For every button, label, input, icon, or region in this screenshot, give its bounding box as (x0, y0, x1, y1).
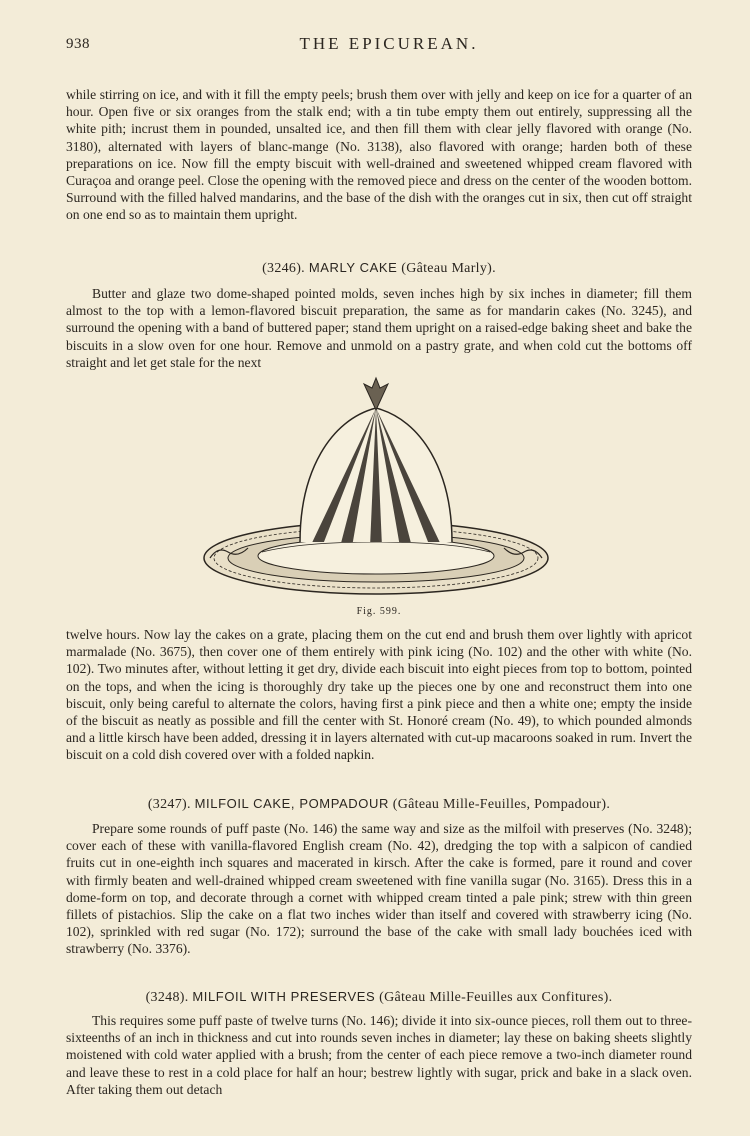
recipe-number: (3248). (145, 990, 189, 1005)
recipe-subtitle: (Gâteau Mille-Feuilles aux Confitures). (379, 990, 613, 1005)
recipe-heading-3247 (66, 796, 692, 813)
page-header (66, 34, 692, 58)
marly-cake-illustration (200, 372, 552, 604)
paragraph-text: Prepare some rounds of puff paste (No. 146) the same way and size as the milfoil with preserves (No. 3248); cover each of these with vanilla-flavored English cream (No. 42), dredging the top with a salpicon of candied fruits cut in one-eighth inch squares and macerated in kirsch. After the cake is formed, pare it round and cover with firmly beaten and well-drained whipped cream sweetened with fine vanilla sugar (No. 3165). Dress this in a dome-form on top, and decorate through a cornet with whipped cream tinted a pale pink; strew with thin green fillets of pistachios. Slip the cake on a flat two inches wider than itself and covered with strawberry icing (No. 102), sprinkled with red sugar (No. 172); surround the base of the cake with small lady bouchées iced with strawberry (No. 3376). (66, 821, 692, 957)
recipe-number: (3247). (147, 797, 191, 812)
paragraph-text: while stirring on ice, and with it fill the empty peels; brush them over with jelly and keep on ice for a quarter of an hour. Open five or six oranges from the stalk end; with a tin tube empty them out entirely, suppressing all the white pith; incrust them in pounded, unsalted ice, and then fill them with clear jelly flavored with orange (No. 3180), alternated with layers of blanc-mange (No. 3138), also flavored with orange; harden both of these preparations on ice. Now fill the empty biscuit with well-drained and sweetened whipped cream flavored with Curaçoa and orange peel. Close the opening with the removed piece and dress on the center of the wooden bottom. Surround with the filled halved mandarins, and the base of the dish with the oranges cut in six, then cut off straight on one end so as to maintain them upright. (66, 87, 692, 223)
figure-caption: Fig. 599. (356, 606, 402, 617)
paragraph-text: This requires some puff paste of twelve turns (No. 146); divide it into six-ounce pieces, roll them out to three-sixteenths of an inch in thickness and cut into rounds seven inches in diameter; lay these on baking sheets slightly moistened with cold water applied with a brush; from the center of each piece remove a two-inch diameter round and leave these to rest in a cold place for half an hour; bestrew lightly with sugar, prick and bake in a slack oven. After taking them out detach (66, 1013, 692, 1097)
recipe-title: MARLY CAKE (308, 260, 398, 275)
recipe-heading-3246 (66, 260, 692, 277)
recipe-heading-3248 (66, 989, 692, 1006)
recipe-title: MILFOIL CAKE, POMPADOUR (194, 796, 389, 811)
recipe-body-3247 (66, 820, 692, 958)
page-number: 938 (66, 36, 90, 52)
recipe-body-3246 (66, 285, 692, 371)
recipe-title: MILFOIL WITH PRESERVES (192, 989, 376, 1004)
paragraph-continued (66, 86, 692, 224)
paragraph-text: twelve hours. Now lay the cakes on a grate, placing them on the cut end and brush them over lightly with apricot marmalade (No. 3675), then cover one of them entirely with pink icing (No. 102) and the other with white (No. 102). Two minutes after, without letting it get dry, divide each biscuit into eight pieces from top to bottom, pointed on the tops, and when the icing is thoroughly dry take up the pieces one by one and reconstruct them into one biscuit, only being careful to alternate the colors, having first a pink piece and then a white one; empty the inside of the biscuit as neatly as possible and fill the center with St. Honoré cream (No. 49), to which pounded almonds and a little kirsch have been added, dressing it in layers alternated with cut-up macaroons soaked in rum. Invert the biscuit on a cold dish covered over with a folded napkin. (66, 627, 692, 763)
recipe-body-3246-continued (66, 626, 692, 764)
running-title: THE EPICUREAN. (299, 34, 479, 53)
recipe-subtitle: (Gâteau Mille-Feuilles, Pompadour). (392, 797, 611, 812)
recipe-subtitle: (Gâteau Marly). (401, 261, 496, 276)
recipe-number: (3246). (262, 261, 305, 276)
recipe-body-3248 (66, 1012, 692, 1098)
paragraph-text: Butter and glaze two dome-shaped pointed molds, seven inches high by six inches in diameter; fill them almost to the top with a lemon-flavored biscuit preparation, the same as for mandarin cakes (No. 3245), and surround the opening with a band of buttered paper; stand them upright on a raised-edge baking sheet and bake the biscuits in a slow oven for one hour. Remove and unmold on a pastry grate, and when cold cut the bottoms off straight and let get stale for the next (66, 286, 692, 370)
